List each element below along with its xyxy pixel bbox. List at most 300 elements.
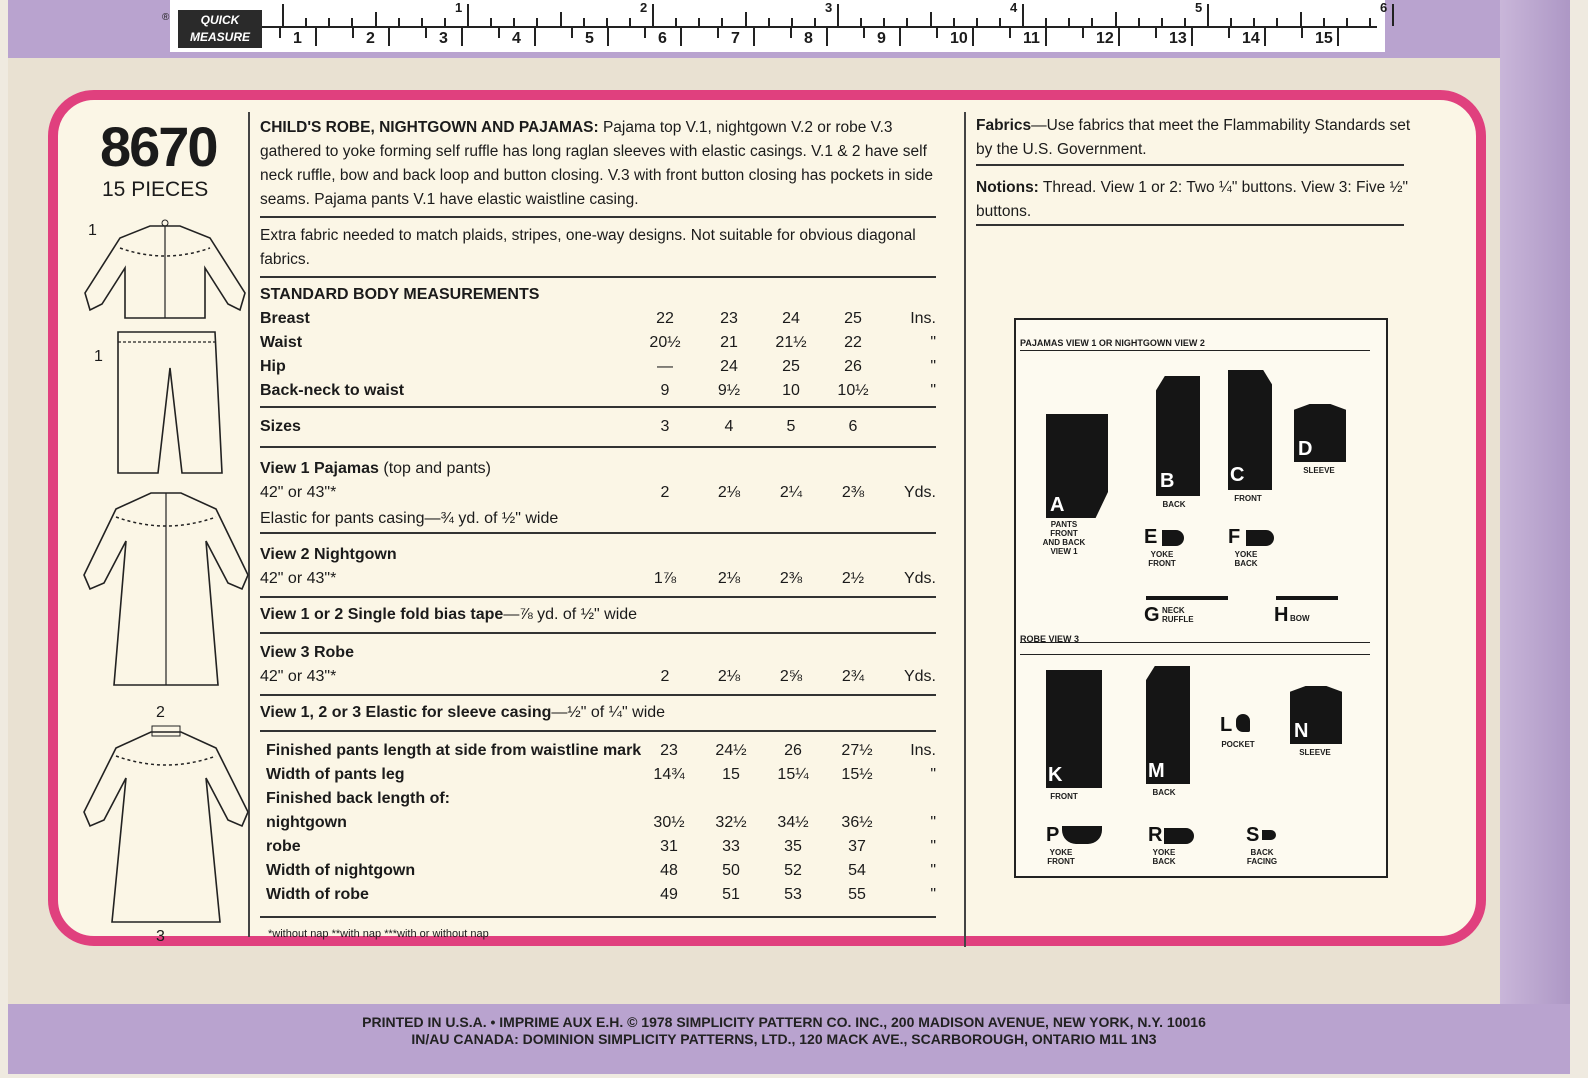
bias-tape-amount: —⅞ yd. of ½" wide — [503, 606, 638, 623]
divider — [260, 446, 936, 448]
ruler-inch-tick — [652, 4, 654, 26]
finished-row — [260, 814, 936, 838]
measurement-label: Waist — [260, 334, 303, 351]
view-label: 1 — [88, 222, 97, 239]
ruler-cm-label: 15 — [1315, 30, 1333, 47]
size-value: 6 — [848, 418, 858, 435]
finished-value: 48 — [660, 862, 678, 879]
description-body: Pajama top V.1, nightgown V.2 or robe V.3 gathered to yoke forming self ruffle has long raglan sleeves with elastic casings. V.1 & 2 have self neck ruffle, bow and back loop and button closing. V.3 with front button closing has pockets in side seams. Pajama pants V.1 have elastic waistline casing. — [260, 119, 933, 208]
ruler-inch-tick — [814, 18, 816, 26]
ruler-inch-tick — [351, 18, 353, 26]
notions-text: Thread. View 1 or 2: Two ¼" buttons. View 3: Five ½" buttons. — [976, 179, 1408, 220]
finished-value: 23 — [660, 742, 678, 759]
ruler-cm-tick — [1045, 28, 1047, 46]
divider — [260, 216, 936, 218]
finished-value: 15 — [722, 766, 740, 783]
piece-label: BACK — [1162, 500, 1186, 509]
finished-value: 24½ — [715, 742, 747, 759]
ruler-inch-tick — [375, 12, 377, 26]
ruler-inch-label: 1 — [455, 0, 463, 15]
logo-line-2: MEASURE — [189, 30, 250, 44]
notions-label: Notions: — [976, 179, 1039, 196]
divider — [976, 224, 1404, 226]
ruler-inch-tick — [282, 4, 284, 26]
finished-unit: " — [930, 886, 936, 903]
ruler-inch-tick — [1138, 18, 1140, 26]
ruler-cm-tick — [826, 28, 828, 46]
ruler-cm-label: 6 — [658, 30, 667, 47]
piece-letter: P — [1046, 824, 1060, 846]
measurement-value: 24 — [720, 358, 738, 375]
ruler-cm-label: 7 — [731, 30, 740, 47]
ruler-inch-tick — [1045, 18, 1047, 26]
measurement-unit: " — [930, 334, 936, 351]
finished-row — [260, 886, 936, 910]
ruler-inch-tick — [421, 18, 423, 26]
piece-letter: C — [1230, 464, 1245, 486]
bias-tape-label: View 1 or 2 Single fold bias tape — [260, 606, 504, 623]
yardage-value: 1⅞ — [653, 570, 677, 587]
ruler-cm-label: 13 — [1169, 30, 1187, 47]
yardage-value: 2⅜ — [841, 484, 865, 501]
piece-letter: R — [1148, 824, 1163, 846]
ruler-inch-tick — [698, 18, 700, 26]
piece-label: BOW — [1290, 614, 1310, 623]
finished-value: 52 — [784, 862, 802, 879]
finished-label: Finished pants length at side from waistline mark — [266, 742, 642, 759]
finished-label: robe — [266, 838, 301, 855]
measurement-value: 23 — [720, 310, 738, 327]
measurement-value: 10½ — [837, 382, 869, 399]
finished-value: 15¼ — [777, 766, 809, 783]
ruler-inch-tick — [1207, 4, 1209, 26]
view1-elastic: Elastic for pants casing—¾ yd. of ½" wide — [260, 510, 559, 527]
finished-value: 51 — [722, 886, 740, 903]
ruler-inch-tick — [791, 18, 793, 26]
measurement-value: 22 — [656, 310, 674, 327]
view2-yardage-row — [260, 570, 936, 594]
ruler-cm-tick — [315, 28, 317, 46]
envelope-footer — [0, 1014, 1568, 1048]
piece-label: NECK RUFFLE — [1162, 606, 1194, 624]
yardage-value: 2 — [660, 668, 670, 685]
yardage-value: 2¾ — [841, 668, 865, 685]
measurement-value: 20½ — [649, 334, 681, 351]
measurement-unit: " — [930, 358, 936, 375]
registered-mark: ® — [162, 12, 170, 23]
measurement-value: 9 — [660, 382, 670, 399]
piece-g-shape — [1146, 596, 1228, 600]
finished-value: 27½ — [841, 742, 873, 759]
measurements-heading-text: STANDARD BODY MEASUREMENTS — [260, 286, 540, 303]
fabrics-section — [976, 114, 1416, 162]
logo-line-1: QUICK — [200, 13, 240, 27]
divider — [260, 632, 936, 634]
piece-letter: S — [1246, 824, 1260, 846]
finished-row — [260, 766, 936, 790]
divider — [260, 532, 936, 534]
yardage-value: 2⅛ — [717, 570, 741, 587]
ruler-inch-tick — [560, 12, 562, 26]
yardage-unit: Yds. — [903, 484, 936, 501]
diagram-rule — [1020, 654, 1370, 655]
measurement-label: Breast — [260, 310, 310, 327]
ruler-inch-tick — [1323, 18, 1325, 26]
piece-h-shape — [1276, 596, 1338, 600]
ruler-cm-tick — [1337, 28, 1339, 46]
fabrics-text: —Use fabrics that meet the Flammability Standards set by the U.S. Government. — [976, 117, 1411, 158]
ruler-cm-label: 1 — [293, 30, 302, 47]
yardage-value: 2⅜ — [779, 570, 803, 587]
ruler-inch-tick — [906, 18, 908, 26]
ruler-cm-label: 11 — [1023, 30, 1040, 47]
ruler-inch-tick — [860, 18, 862, 26]
divider — [260, 694, 936, 696]
measurement-value: — — [657, 358, 673, 375]
ruler-inch-tick — [1253, 18, 1255, 26]
view2-fabric-width: 42" or 43"* — [260, 570, 337, 587]
middle-divider — [964, 112, 966, 947]
ruler-inch-label: 3 — [825, 0, 833, 15]
measurement-value: 22 — [844, 334, 862, 351]
piece-letter: M — [1148, 760, 1165, 782]
diagram-title-pajamas: PAJAMAS VIEW 1 OR NIGHTGOWN VIEW 2 — [1020, 338, 1205, 348]
pattern-pieces-diagram — [1014, 318, 1388, 878]
quick-measure-logo — [178, 10, 262, 48]
quick-measure-ruler — [162, 0, 1388, 52]
piece-label: PANTS FRONT AND BACK VIEW 1 — [1042, 520, 1086, 556]
finished-value: 34½ — [777, 814, 809, 831]
finished-value: 31 — [660, 838, 678, 855]
finished-value: 32½ — [715, 814, 747, 831]
description-title: CHILD'S ROBE, NIGHTGOWN AND PAJAMAS: — [260, 119, 599, 136]
piece-label: BACK — [1152, 788, 1176, 797]
ruler-inch-tick — [675, 18, 677, 26]
divider — [260, 406, 936, 408]
measurement-label: Back-neck to waist — [260, 382, 405, 399]
ruler-cm-tick — [899, 28, 901, 46]
ruler-inch-tick — [1392, 4, 1394, 26]
sizes-row — [260, 418, 936, 442]
measurement-value: 9½ — [717, 382, 741, 399]
ruler-cm-tick — [753, 28, 755, 46]
piece-label: YOKE BACK — [1234, 550, 1258, 568]
ruler-inch-tick — [1161, 18, 1163, 26]
ruler-cm-tick — [1082, 28, 1084, 38]
view3-title-row — [260, 644, 936, 668]
yardage-value: 2⅛ — [717, 484, 741, 501]
ruler-inch-tick — [721, 18, 723, 26]
fabrics-label: Fabrics — [976, 117, 1032, 134]
size-value: 4 — [724, 418, 734, 435]
piece-r-shape — [1164, 828, 1194, 844]
ruler-inch-tick — [1346, 18, 1348, 26]
envelope-right-band — [1500, 0, 1570, 1074]
measurement-value: 26 — [844, 358, 862, 375]
ruler-inch-tick — [1115, 12, 1117, 26]
measurement-unit: " — [930, 382, 936, 399]
ruler-cm-tick — [1264, 28, 1266, 46]
piece-p-shape — [1062, 826, 1102, 844]
piece-f-shape — [1246, 530, 1274, 546]
ruler-cm-label: 3 — [439, 30, 448, 47]
ruler-inch-tick — [513, 18, 515, 26]
ruler-inch-tick — [1276, 18, 1278, 26]
measurement-row — [260, 382, 936, 406]
ruler-inch-tick — [328, 18, 330, 26]
piece-letter: G — [1144, 604, 1160, 626]
measurement-value: 25 — [782, 358, 800, 375]
finished-value: 55 — [848, 886, 866, 903]
divider — [976, 164, 1404, 166]
pattern-description — [260, 116, 936, 212]
ruler-cm-tick — [1301, 28, 1303, 38]
ruler-cm-tick — [1009, 28, 1011, 38]
ruler-cm-label: 12 — [1096, 30, 1114, 47]
bias-tape-row — [260, 606, 936, 630]
view1-subtitle: (top and pants) — [383, 460, 491, 477]
finished-row — [260, 742, 936, 766]
finished-row — [260, 838, 936, 862]
view1-elastic-row — [260, 510, 936, 534]
size-value: 5 — [786, 418, 796, 435]
pattern-pieces-count: 15 PIECES — [102, 178, 209, 201]
piece-letter: B — [1160, 470, 1175, 492]
ruler-inch-tick — [976, 18, 978, 26]
measurement-row — [260, 358, 936, 382]
divider — [260, 596, 936, 598]
finished-value: 35 — [784, 838, 802, 855]
finished-value: 33 — [722, 838, 740, 855]
piece-letter: F — [1228, 526, 1241, 548]
ruler-cm-tick — [717, 28, 719, 38]
ruler-inch-tick — [583, 18, 585, 26]
ruler-inch-tick — [629, 18, 631, 26]
ruler-cm-label: 9 — [877, 30, 886, 47]
finished-value: 37 — [848, 838, 866, 855]
ruler-cm-tick — [1155, 28, 1157, 38]
ruler-cm-tick — [936, 28, 938, 38]
ruler-inch-label: 2 — [640, 0, 648, 15]
piece-letter: K — [1048, 764, 1063, 786]
measurement-label: Hip — [260, 358, 286, 375]
ruler-cm-tick — [534, 28, 536, 46]
piece-letter: D — [1298, 438, 1313, 460]
ruler-cm-label: 10 — [950, 30, 968, 47]
finished-row — [260, 862, 936, 886]
ruler-cm-tick — [972, 28, 974, 46]
finished-value: 50 — [722, 862, 740, 879]
ruler-inch-tick — [883, 18, 885, 26]
yardage-value: 2½ — [841, 570, 865, 587]
piece-label: FRONT — [1050, 792, 1078, 801]
yardage-value: 2⅛ — [717, 668, 741, 685]
notions-section — [976, 176, 1416, 224]
sizes-label: Sizes — [260, 418, 301, 435]
ruler-cm-label: 14 — [1242, 30, 1260, 47]
ruler-inch-tick — [1068, 18, 1070, 26]
view3-yardage-row — [260, 668, 936, 692]
measurement-value: 25 — [844, 310, 862, 327]
ruler-cm-tick — [279, 28, 281, 38]
piece-e-shape — [1162, 530, 1184, 546]
ruler-inch-tick — [953, 18, 955, 26]
robe-sketch — [76, 722, 256, 932]
ruler-inch-tick — [999, 18, 1001, 26]
yardage-value: 2¼ — [779, 484, 803, 501]
yardage-value: 2⅝ — [779, 668, 803, 685]
finished-value: 30½ — [653, 814, 685, 831]
yardage-unit: Yds. — [903, 570, 936, 587]
piece-s-shape — [1262, 830, 1276, 840]
view2-title: View 2 Nightgown — [260, 546, 397, 563]
ruler-inch-tick — [1022, 4, 1024, 26]
finished-label: Width of nightgown — [266, 862, 416, 879]
ruler-cm-tick — [680, 28, 682, 46]
finished-value: 54 — [848, 862, 866, 879]
ruler-cm-label: 2 — [366, 30, 375, 47]
yardage-value: 2 — [660, 484, 670, 501]
ruler-cm-tick — [461, 28, 463, 46]
extra-fabric-note: Extra fabric needed to match plaids, stripes, one-way designs. Not suitable for obvious diagonal fabrics. — [260, 227, 916, 268]
piece-letter: E — [1144, 526, 1158, 548]
view2-title-row — [260, 546, 936, 570]
piece-letter: N — [1294, 720, 1309, 742]
measurement-row — [260, 310, 936, 334]
measurement-value: 10 — [782, 382, 800, 399]
view3-fabric-width: 42" or 43"* — [260, 668, 337, 685]
sleeve-elastic-row — [260, 704, 936, 728]
finished-value: 49 — [660, 886, 678, 903]
finished-value: 36½ — [841, 814, 873, 831]
piece-label: SLEEVE — [1303, 466, 1335, 475]
view1-fabric-width: 42" or 43"* — [260, 484, 337, 501]
divider — [260, 276, 936, 278]
view1-yardage-row — [260, 484, 936, 508]
divider — [260, 916, 936, 918]
ruler-inch-tick — [305, 18, 307, 26]
measurement-unit: Ins. — [910, 310, 936, 327]
piece-label: YOKE FRONT — [1148, 550, 1176, 568]
ruler-inch-tick — [837, 4, 839, 26]
divider — [260, 730, 936, 732]
finished-label: Width of pants leg — [266, 766, 405, 783]
measurement-value: 21½ — [775, 334, 807, 351]
ruler-cm-label: 4 — [512, 30, 521, 47]
ruler-inch-tick — [1230, 18, 1232, 26]
ruler-inch-tick — [745, 12, 747, 26]
view3-title: View 3 Robe — [260, 644, 354, 661]
pattern-number: 8670 — [100, 115, 217, 178]
piece-label: SLEEVE — [1299, 748, 1331, 757]
measurement-row — [260, 334, 936, 358]
finished-value: 26 — [784, 742, 802, 759]
piece-letter: A — [1050, 494, 1065, 516]
ruler-cm-label: 5 — [585, 30, 594, 47]
view-label: 3 — [156, 928, 165, 945]
diagram-title-robe: ROBE VIEW 3 — [1020, 634, 1080, 644]
ruler-cm-tick — [607, 28, 609, 46]
size-value: 3 — [660, 418, 670, 435]
ruler-cm-tick — [1191, 28, 1193, 46]
ruler-cm-tick — [1228, 28, 1230, 38]
footer-line-1: PRINTED IN U.S.A. • IMPRIME AUX E.H. © 1978 SIMPLICITY PATTERN CO. INC., 200 MADISON AVENUE, NEW YORK, N.Y. 10016 — [362, 1014, 1206, 1030]
piece-label: BACK FACING — [1246, 848, 1278, 866]
finished-label: Width of robe — [266, 886, 369, 903]
nightgown-sketch — [76, 485, 256, 695]
sleeve-elastic-amount: —½" of ¼" wide — [551, 704, 666, 721]
sleeve-elastic-label: View 1, 2 or 3 Elastic for sleeve casing — [260, 704, 552, 721]
ruler-inch-tick — [1184, 18, 1186, 26]
piece-letter: L — [1220, 714, 1233, 736]
footer-line-2: IN/AU CANADA: DOMINION SIMPLICITY PATTERNS, LTD., 120 MACK AVE., SCARBOROUGH, ONTARIO M1L 1N3 — [411, 1031, 1157, 1047]
ruler-cm-tick — [388, 28, 390, 46]
ruler-center-line — [262, 26, 1377, 28]
piece-label: YOKE BACK — [1152, 848, 1176, 866]
measurement-value: 24 — [782, 310, 800, 327]
ruler-cm-tick — [644, 28, 646, 38]
finished-unit: " — [930, 838, 936, 855]
finished-unit: " — [930, 766, 936, 783]
ruler-inch-tick — [1369, 18, 1371, 26]
ruler-inch-tick — [930, 12, 932, 26]
ruler-cm-tick — [1118, 28, 1120, 46]
ruler-inch-tick — [1300, 12, 1302, 26]
ruler-cm-tick — [498, 28, 500, 38]
pajama-top-sketch — [80, 218, 250, 324]
ruler-cm-tick — [425, 28, 427, 38]
ruler-inch-label: 5 — [1195, 0, 1203, 15]
pattern-info-card — [48, 90, 1486, 946]
ruler-inch-label: 6 — [1380, 0, 1388, 15]
finished-value: 15½ — [841, 766, 873, 783]
diagram-rule — [1020, 350, 1370, 351]
ruler-inch-tick — [398, 18, 400, 26]
ruler-cm-tick — [352, 28, 354, 38]
finished-unit: " — [930, 814, 936, 831]
ruler-inch-tick — [536, 18, 538, 26]
piece-label: FRONT — [1234, 494, 1262, 503]
finished-unit: Ins. — [910, 742, 936, 759]
ruler-inch-tick — [1091, 18, 1093, 26]
finished-row — [260, 790, 936, 814]
piece-label: POCKET — [1221, 740, 1255, 749]
piece-label: YOKE FRONT — [1047, 848, 1075, 866]
ruler-inch-tick — [768, 18, 770, 26]
ruler-cm-tick — [790, 28, 792, 38]
ruler-inch-label: 4 — [1010, 0, 1018, 15]
ruler-cm-label: 8 — [804, 30, 813, 47]
ruler-inch-tick — [490, 18, 492, 26]
finished-label: Finished back length of: — [266, 790, 451, 807]
measurements-heading — [260, 286, 936, 310]
ruler-inch-tick — [444, 18, 446, 26]
finished-unit: " — [930, 862, 936, 879]
measurement-value: 21 — [720, 334, 738, 351]
view-label: 2 — [156, 704, 165, 721]
ruler-track — [262, 0, 1388, 52]
view1-title-row — [260, 460, 936, 484]
finished-label: nightgown — [266, 814, 347, 831]
finished-value: 53 — [784, 886, 802, 903]
view1-title: View 1 Pajamas — [260, 460, 379, 477]
view-label: 1 — [94, 348, 103, 365]
nap-footnote: *without nap **with nap ***with or without nap — [268, 928, 489, 940]
yardage-unit: Yds. — [903, 668, 936, 685]
ruler-inch-tick — [606, 18, 608, 26]
piece-letter: H — [1274, 604, 1289, 626]
pajama-pants-sketch — [110, 328, 230, 478]
